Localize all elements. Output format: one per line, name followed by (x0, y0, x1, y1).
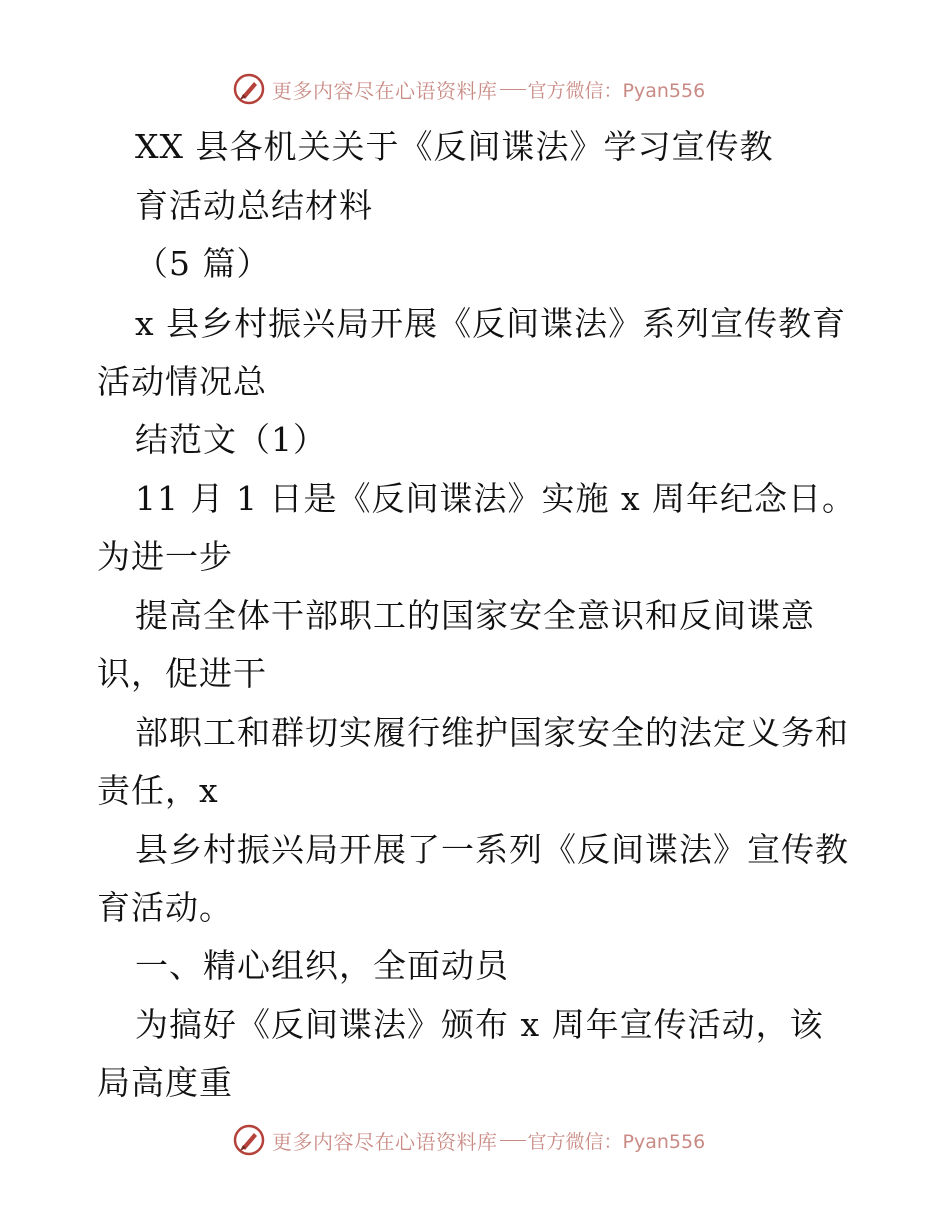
doc-line: 识，促进干 (97, 654, 267, 693)
doc-section-heading: 一、精心组织，全面动员 (135, 946, 509, 985)
doc-line: 活动情况总 (97, 362, 267, 401)
doc-title-line-2: 育活动总结材料 (135, 186, 373, 225)
doc-line: 提高全体干部职工的国家安全意识和反间谍意 (135, 596, 815, 635)
doc-line: 结范文（1） (135, 420, 327, 459)
doc-line: 县乡村振兴局开展了一系列《反间谍法》宣传教 (135, 830, 849, 869)
doc-line: 责任，x (97, 771, 219, 810)
watermark-dash (500, 1140, 526, 1141)
pen-circle-logo-icon (232, 72, 266, 106)
doc-line: 育活动。 (97, 888, 233, 927)
pen-circle-logo-icon (232, 1123, 266, 1157)
doc-subtitle-count: （5 篇） (135, 244, 271, 283)
doc-line: 11 月 1 日是《反间谍法》实施 x 周年纪念日。 (135, 479, 857, 518)
doc-title-line-1: XX 县各机关关于《反间谍法》学习宣传教 (135, 127, 774, 166)
watermark-text: 更多内容尽在心语资料库 (272, 1129, 498, 1154)
doc-line: 部职工和群切实履行维护国家安全的法定义务和 (135, 713, 849, 752)
watermark-dash (500, 89, 526, 90)
watermark-contact: 官方微信：Pyan556 (527, 1130, 706, 1153)
footer-watermark (232, 1122, 705, 1158)
doc-line: 局高度重 (97, 1063, 233, 1102)
doc-line: 为搞好《反间谍法》颁布 x 周年宣传活动，该 (135, 1005, 824, 1044)
doc-line: x 县乡村振兴局开展《反间谍法》系列宣传教育 (135, 304, 847, 343)
watermark-text: 更多内容尽在心语资料库 (272, 78, 498, 103)
header-watermark (232, 71, 705, 107)
doc-line: 为进一步 (97, 537, 233, 576)
watermark-contact: 官方微信：Pyan556 (527, 79, 706, 102)
